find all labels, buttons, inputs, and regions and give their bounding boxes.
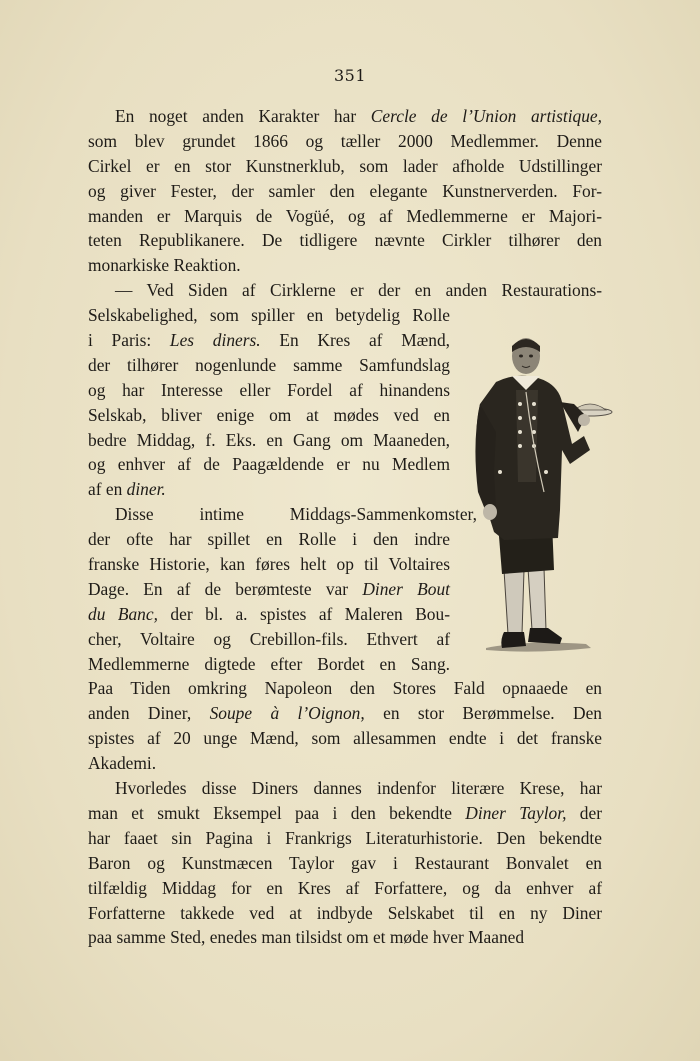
text-segment: og giver Fester, der samler den elegante Kunstnerverden. For- (88, 180, 602, 201)
text-line (88, 801, 602, 826)
text-line (88, 477, 450, 502)
text-segment: paa samme Sted, enedes man tilsidst om et møde hver Maaned (88, 927, 525, 948)
text-line (88, 303, 450, 328)
text-line (88, 403, 450, 428)
text-line (88, 228, 602, 253)
text-line (88, 726, 602, 751)
text-segment: Baron og Kunstmæcen Taylor gav i Restaurant Bonvalet en (88, 852, 602, 873)
text-line (88, 154, 602, 179)
text-segment: der tilhører nogenlunde samme Samfundslag (88, 354, 450, 375)
text-segment: En Kres af Mænd, (260, 330, 450, 351)
waiter-illustration (466, 332, 614, 658)
text-line (88, 826, 602, 851)
text-line (88, 602, 450, 627)
text-segment: der bl. a. spistes af Maleren Bou- (157, 603, 450, 624)
text-segment: spistes af 20 unge Mænd, som allesammen endte i det franske (88, 728, 602, 749)
text-segment: der (566, 802, 602, 823)
text-segment: Selskabelighed, som spiller en betydelig Rolle (88, 305, 450, 326)
text-line (88, 104, 602, 129)
text-segment: — Ved Siden af Cirklerne er der en anden Restaurations- (115, 280, 602, 301)
text-line (88, 652, 450, 677)
text-line (88, 204, 602, 229)
text-segment: Forfatterne takkede ved at indbyde Selskabet til en ny Diner (88, 902, 602, 923)
text-line (88, 676, 602, 701)
text-segment: der ofte har spillet en Rolle i den indre (88, 529, 450, 550)
text-segment: en stor Berømmelse. Den (364, 703, 602, 724)
text-segment: En noget anden Karakter har (115, 106, 371, 126)
text-segment: Hvorledes disse Diners dannes indenfor literære Krese, har (115, 778, 602, 799)
page-number: 351 (333, 66, 367, 85)
text-segment: Disse intime Middags-Sammenkomster, (115, 504, 477, 525)
text-line (88, 701, 602, 726)
text-segment: Diner Taylor, (465, 802, 567, 823)
text-segment: og har Interesse eller Fordel af hinandens (88, 379, 450, 400)
text-segment: har faaet sin Pagina i Frankrigs Literaturhistorie. Den bekendte (88, 827, 602, 848)
text-segment: manden er Marquis de Vogüé, og af Medlemmerne er Majori- (88, 205, 602, 226)
text-line (88, 876, 602, 901)
text-segment: teten Republikanere. De tidligere nævnte Cirkler tilhører den (88, 230, 602, 251)
text-line (88, 452, 450, 477)
text-segment: man et smukt Eksempel paa i den bekendte (88, 802, 466, 823)
text-line (88, 353, 450, 378)
text-line (88, 502, 477, 527)
text-line (88, 328, 450, 353)
text-line (88, 577, 450, 602)
text-segment: franske Historie, kan føres helt op til Voltaires (88, 554, 450, 575)
text-line (88, 179, 602, 204)
text-line (88, 552, 450, 577)
text-segment: Akademi. (88, 753, 157, 774)
text-line (88, 129, 602, 154)
text-segment: i Paris: (88, 330, 170, 351)
text-segment: Paa Tiden omkring Napoleon den Stores Fald opnaaede en (88, 678, 602, 699)
text-segment: Les diners. (169, 330, 261, 351)
text-segment: som blev grundet 1866 og tæller 2000 Medlemmer. Denne (88, 130, 602, 151)
text-line (88, 527, 450, 552)
text-segment: Dage. En af de berømteste var (88, 578, 363, 599)
text-line (88, 278, 602, 303)
text-segment: Soupe à l’Oignon, (209, 703, 365, 724)
text-line (88, 428, 450, 453)
text-segment: Cercle de l’Union artistique, (370, 106, 603, 126)
text-segment: du Banc, (88, 603, 158, 624)
text-segment: monarkiske Reaktion. (88, 255, 241, 276)
text-segment: tilfældig Middag for en Kres af Forfattere, og da enhver af (88, 877, 602, 898)
text-segment: Diner Bout (362, 578, 451, 599)
text-segment: bedre Middag, f. Eks. en Gang om Maaneden, (88, 429, 450, 450)
text-segment: Selskab, bliver enige om at mødes ved en (88, 404, 450, 425)
text-segment: anden Diner, (88, 703, 210, 724)
text-line (88, 751, 602, 776)
text-line (88, 901, 602, 926)
text-segment: cher, Voltaire og Crebillon-fils. Ethvert af (88, 628, 450, 649)
text-line (88, 925, 602, 950)
text-line (88, 378, 450, 403)
text-line (88, 627, 450, 652)
text-segment: og enhver af de Paagældende er nu Medlem (88, 454, 450, 475)
text-line (88, 253, 602, 278)
text-line (88, 776, 602, 801)
text-segment: Cirkel er en stor Kunstnerklub, som lader afholde Udstillinger (88, 155, 602, 176)
text-line (88, 851, 602, 876)
text-segment: diner. (126, 479, 166, 500)
text-segment: af en (88, 479, 127, 500)
text-segment: Medlemmerne digtede efter Bordet en Sang. (88, 653, 450, 674)
